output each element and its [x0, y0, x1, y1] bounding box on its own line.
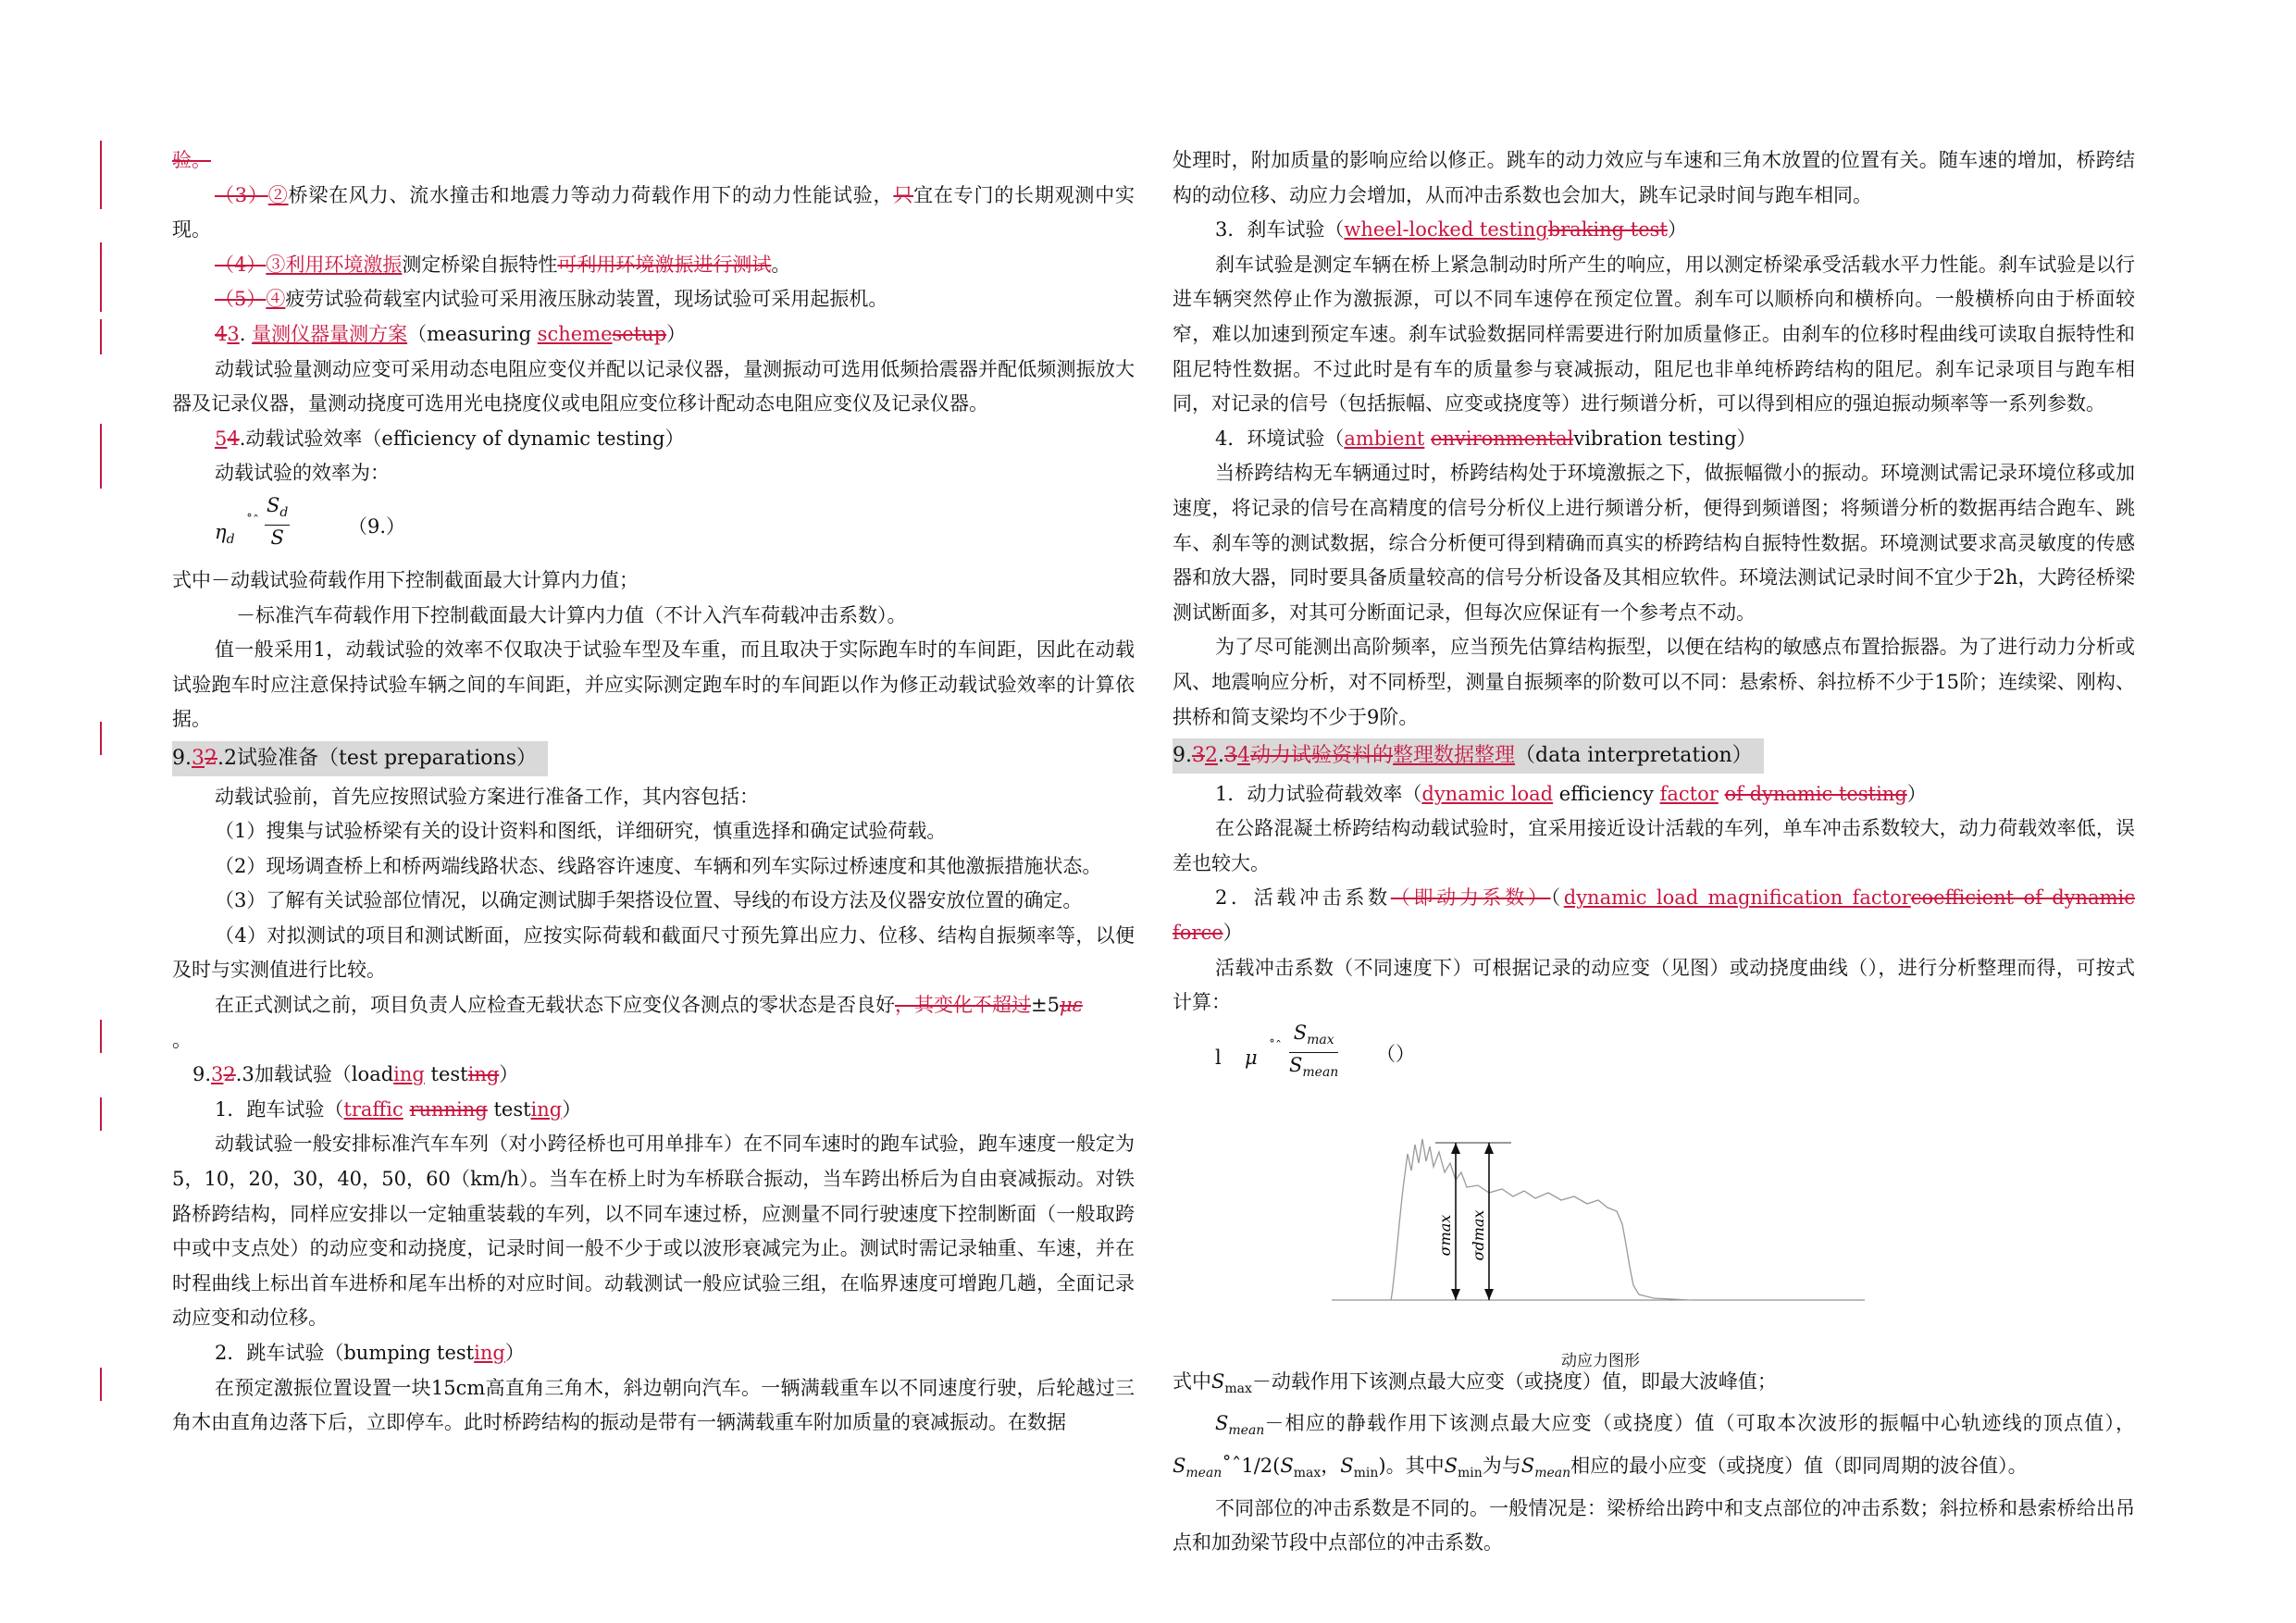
heading: 54.动载试验效率（efficiency of dynamic testing） — [215, 427, 685, 450]
sigma-dmax-label: σdmax — [1470, 1209, 1487, 1261]
revision-bar — [100, 455, 102, 489]
paragraph: （4）③利用环境激振测定桥梁自振特性可利用环境激振进行测试。 — [215, 253, 791, 276]
paragraph: 动载试验一般安排标准汽车车列（对小跨径桥也可用单排车）在不同车速时的跑车试验，跑车速度一般定为5，10，20，30，40，50，60（km/h）。当车在桥上时为车桥联合振动，当车跨出桥后为自由衰减振动。对铁路桥跨结构，同样应安排以一定轴重装载的车列，以不同车速过桥，应测量不同行驶速度下控制断面（一般取跨中或中支点处）的动应变和动挠度，记录时间一般不少于或以波形衰减完为止。测试时需记录轴重、车速，并在时程曲线上标出首车进桥和尾车出桥的对应时间。动载测试一般应试验三组，在临界速度可增跑几趟，全面记录动应变和动位移。 — [172, 1133, 1135, 1330]
revision-bar — [100, 141, 102, 209]
paragraph: 动载试验前，首先应按照试验方案进行准备工作，其内容包括： — [215, 785, 759, 808]
revision-bar — [100, 242, 102, 312]
sigma-max-label: σmax — [1436, 1214, 1454, 1257]
paragraph: 在预定激振位置设置一块15cm高直角三角木，斜边朝向汽车。一辆满载重车以不同速度行驶，后轮越过三角木由直角边落下后，立即停车。此时桥跨结构的振动是带有一辆满载重车附加质量的衰减振动。在数据 — [172, 1376, 1135, 1434]
paragraph: 为了尽可能测出高阶频率，应当预先估算结构振型，以便在结构的敏感点布置拾振器。为了进行动力分析或风、地震响应分析，对不同桥型，测量自振频率的阶数可以不同：悬索桥、斜拉桥不少于15阶；连续梁、刚构、拱桥和简支梁均不少于9阶。 — [1173, 636, 2135, 728]
heading: 2．跳车试验（bumping testing） — [215, 1342, 525, 1364]
dynamic-stress-figure — [1173, 1096, 2135, 1370]
revision-bar — [100, 424, 102, 457]
heading: 1．动力试验荷载效率（dynamic load efficiency factor of dynamic testing） — [1215, 782, 1927, 805]
paragraph: 在正式测试之前，项目负责人应检查无载状态下应变仪各测点的零状态是否良好，其变化不超过±5με 。 — [172, 994, 1083, 1051]
revision-bar — [100, 319, 102, 354]
paragraph: 在公路混凝土桥跨结构动载试验时，宜采用接近设计活载的车列，单车冲击系数较大，动力荷载效率低，误差也较大。 — [1173, 817, 2135, 874]
paragraph: 值一般采用1，动载试验的效率不仅取决于试验车型及车重，而且取决于实际跑车时的车间距，因此在动载试验跑车时应注意保持试验车辆之间的车间距，并应实际测定跑车时的车间距以作为修正动载试验效率的计算依据。 — [172, 638, 1135, 731]
revision-bar — [100, 1368, 102, 1401]
paragraph: 动载试验量测动应变可采用动态电阻应变仪并配以记录仪器，量测振动可选用低频拾震器并配低频测振放大器及记录仪器，量测动挠度可选用光电挠度仪或电阻应变位移计配动态电阻应变仪及记录仪器。 — [172, 357, 1135, 415]
revision-bar — [100, 722, 102, 755]
paragraph: （4）对拟测试的项目和测试断面，应按实际荷载和截面尺寸预先算出应力、位移、结构自振频率等，以便及时与实测值进行比较。 — [172, 923, 1135, 982]
heading: 9.32.3加载试验（loading testing） — [192, 1063, 519, 1086]
paragraph: $S_{mean}-$相应的静载作用下该测点最大应变（或挠度）值（可取本次波形的振幅中心轨迹线的顶点值）， $S_{mean}˚ˆ1/2(S_{max}$，$S_{min}$)。其中$S_{min}$为与$S_{mean}$相应的最小应变（或挠度）值（即同周期的波谷值）。 — [1173, 1412, 2135, 1481]
section-heading: 9.32.34动力试验资料的整理数据整理（data interpretation） — [1173, 735, 2135, 777]
paragraph: （3）了解有关试验部位情况，以确定测试脚手架搭设位置、导线的布设方法及仪器安放位置的确定。 — [215, 889, 1083, 912]
section-heading: 9.32.2试验准备（test preparations） — [172, 737, 1135, 780]
paragraph: 不同部位的冲击系数是不同的。一般情况是：梁桥给出跨中和支点部位的冲击系数；斜拉桥和悬索桥给出吊点和加劲梁节段中点部位的冲击系数。 — [1173, 1496, 2135, 1555]
right-column — [1173, 143, 2135, 1561]
paragraph: （5）④疲劳试验荷载室内试验可采用液压脉动装置，现场试验可采用起振机。 — [215, 288, 888, 311]
heading: 4．环境试验（ambient environmentalvibration testing） — [1215, 427, 1756, 450]
impact-factor-formula: l μ ˚ˆ $S_{max}$ $S_{mean}$ （） — [1215, 1021, 1415, 1080]
figure-caption: 动应力图形 — [1561, 1351, 1640, 1370]
paragraph: （1）搜集与试验桥梁有关的设计资料和图纸，详细研究，慎重选择和确定试验荷载。 — [215, 820, 947, 843]
paragraph: －标准汽车荷载作用下控制截面最大计算内力值（不计入汽车荷载冲击系数）。 — [236, 603, 907, 626]
left-column — [172, 143, 1135, 1441]
paragraph: 验。 — [172, 149, 211, 171]
revision-bar — [100, 1097, 102, 1131]
paragraph: 活载冲击系数（不同速度下）可根据记录的动应变（见图）或动挠度曲线（），进行分析整理而得，可按式计算： — [1173, 956, 2135, 1014]
revision-bar — [100, 1020, 102, 1053]
paragraph: 当桥跨结构无车辆通过时，桥跨结构处于环境激振之下，做振幅微小的振动。环境测试需记录环境位移或加速度，将记录的信号在高精度的信号分析仪上进行频谱分析，便得到频谱图；将频谱分析的数据再结合跑车、跳车、刹车等的测试数据，综合分析便可得到精确而真实的桥跨结构自振特性数据。环境测试要求高灵敏度的传感器和放大器，同时要具备质量较高的信号分析设备及其相应软件。环境法测试记录时间不宜少于2h，大跨径桥梁测试断面多，对其可分断面记录，但每次应保证有一个参考点不动。 — [1173, 462, 2135, 624]
paragraph: 式中$S_{max}-$动载作用下该测点最大应变（或挠度）值，即最大波峰值； — [1173, 1369, 1777, 1396]
paragraph: （3）②桥梁在风力、流水撞击和地震力等动力荷载作用下的动力性能试验，只宜在专门的长期观测中实现。 — [172, 183, 1136, 242]
paragraph: 式中－动载试验荷载作用下控制截面最大计算内力值； — [172, 568, 639, 591]
heading: 43. 量测仪器量测方案（measuring schemesetup） — [215, 322, 687, 345]
heading: 2．活载冲击系数（即动力系数）（dynamic load magnification factorcoefficient of dynamic force） — [1173, 886, 2135, 945]
paragraph: 刹车试验是测定车辆在桥上紧急制动时所产生的响应，用以测定桥梁承受活载水平力性能。刹车试验是以行进车辆突然停止作为激振源，可以不同车速停在预定位置。刹车可以顺桥向和横桥向。一般横桥向由于桥面较窄，难以加速到预定车速。刹车试验数据同样需要进行附加质量修正。由刹车的位移时程曲线可读取自振特性和阻尼特性数据。不过此时是有车的质量参与衰减振动，阻尼也非单纯桥跨结构的阻尼。刹车记录项目与跑车相同，对记录的信号（包括振幅、应变或挠度等）进行频谱分析，可以得到相应的强迫振动频率等一系列参数。 — [1173, 253, 2135, 415]
stress-waveform — [1173, 1096, 2135, 1342]
paragraph: 动载试验的效率为： — [215, 462, 390, 485]
heading: 3．刹车试验（wheel-locked testingbraking test） — [1215, 218, 1687, 242]
paragraph: （2）现场调查桥上和桥两端线路状态、线路容许速度、车辆和列车实际过桥速度和其他激振措施状态。 — [215, 854, 1102, 877]
efficiency-formula: $\eta_d$ ˚ˆ $\frac{S_d}{S}$ （9.） — [215, 493, 406, 549]
paragraph: 处理时，附加质量的影响应给以修正。跳车的动力效应与车速和三角木放置的位置有关。随车速的增加，桥跨结构的动位移、动应力会增加，从而冲击系数也会加大，跳车记录时间与跑车相同。 — [1173, 149, 2135, 206]
heading: 1．跑车试验（traffic running testing） — [215, 1097, 582, 1121]
